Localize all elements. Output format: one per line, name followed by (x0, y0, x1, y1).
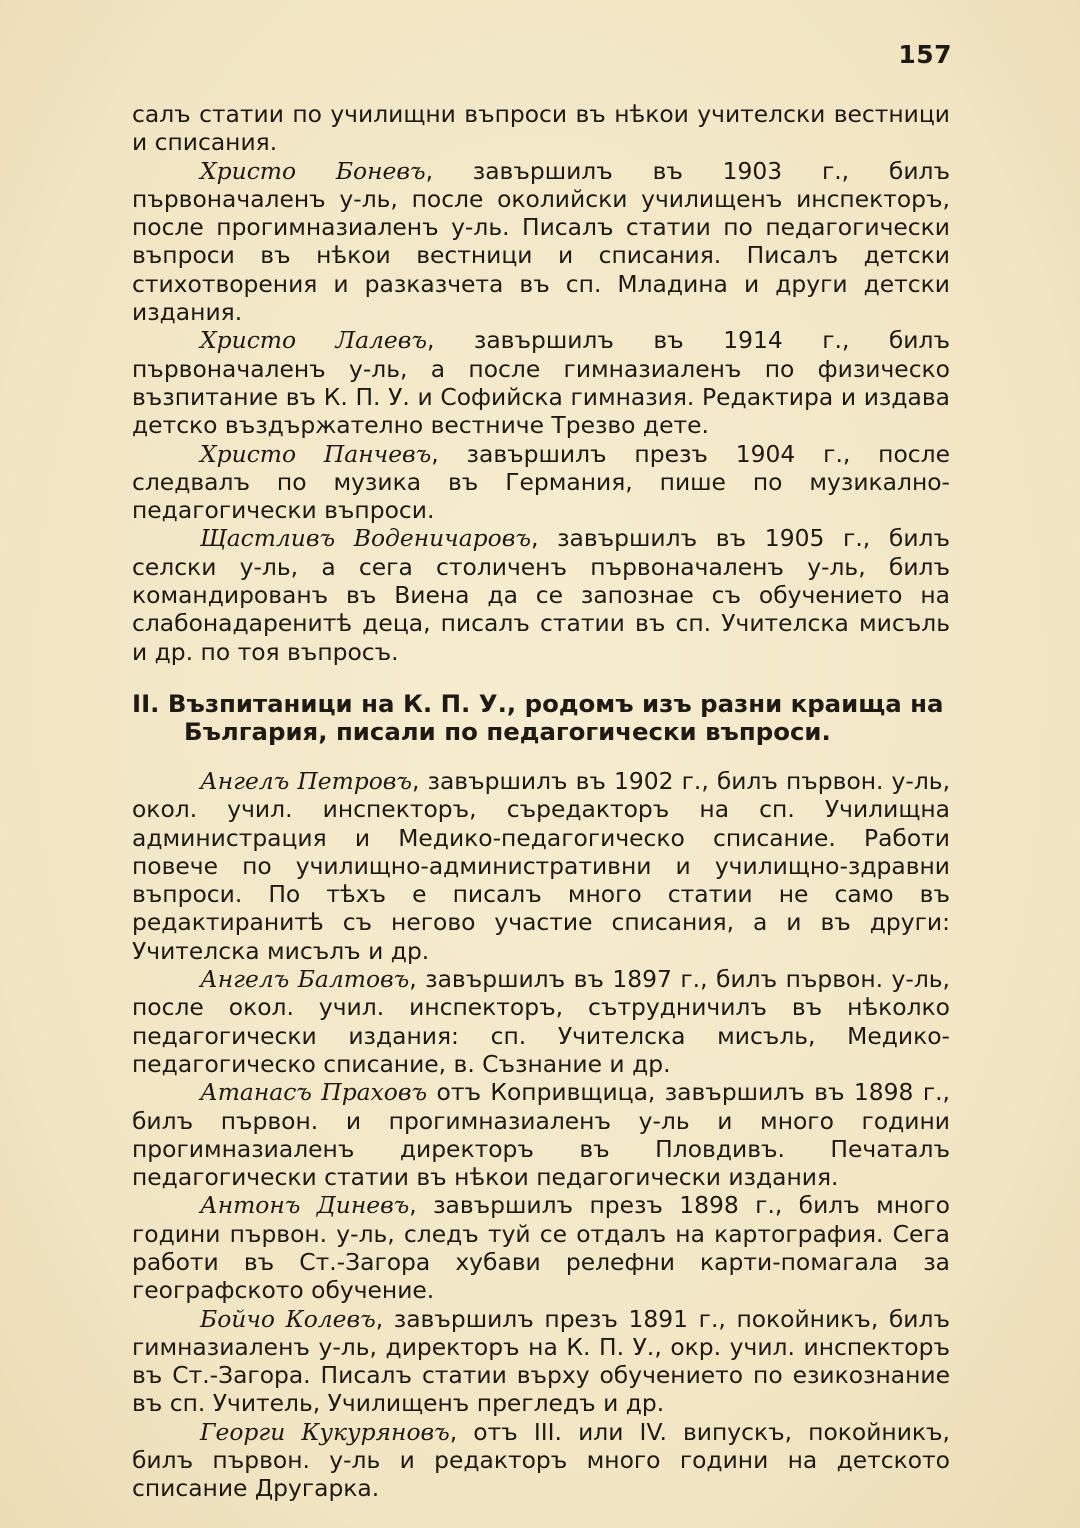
section-two-entries (132, 767, 950, 1503)
entry-shtastliv-vodenicharov (132, 524, 950, 665)
entry-name: Антонъ Диневъ (200, 1191, 410, 1220)
entry-text: , завършилъ презъ 1904 г., после следвалъ по музика въ Германия, пише по музикално-педагогически въпроси. (132, 439, 950, 525)
entry-anton-dinev (132, 1191, 950, 1304)
entry-name: Христо Панчевъ (200, 439, 432, 468)
entry-name: Атанасъ Праховъ (200, 1078, 428, 1107)
entry-hristo-panchev (132, 440, 950, 525)
entry-text: , завършилъ въ 1903 г., билъ първоначаленъ у-ль, после околийски училищенъ инспекторъ, после прогимназиаленъ у-ль. Писалъ статии по педагогически въпроси въ нѣкои вестници и списания. Писалъ детски стихотворения и разказчета въ сп. Младина и други детски издания. (132, 156, 950, 327)
entry-text: , завършилъ въ 1897 г., билъ първон. у-ль, после окол. учил. инспекторъ, сътрудничилъ въ нѣколко педагогически издания: сп. Учителска мисъль, Медико-педагогическо списание, в. Съзнание и др. (132, 965, 950, 1078)
page-number: 157 (898, 40, 952, 69)
entry-name: Георги Кукуряновъ (200, 1417, 450, 1446)
page-text (132, 100, 950, 1503)
entry-text: , завършилъ презъ 1891 г., покойникъ, билъ гимназиаленъ у-ль, директоръ на К. П. У., окр. учил. инспекторъ въ Ст.-Загора. Писалъ статии върху обучението по езикознание въ сп. Учитель, Училищенъ прегледъ и др. (132, 1304, 950, 1418)
entry-text: отъ Копривщица, завършилъ въ 1898 г., билъ първон. и прогимназиаленъ у-ль и много години прогимназиаленъ директоръ въ Пловдивъ. Печаталъ педагогически статии въ нѣкои педагогически издания. (132, 1078, 950, 1192)
entry-name: Христо Боневъ (200, 156, 426, 185)
entry-angel-petrov (132, 767, 950, 965)
entry-atanas-prahov (132, 1078, 950, 1191)
entry-boycho-kolev (132, 1305, 950, 1418)
entry-georgi-kukuryanov (132, 1418, 950, 1503)
entry-text: , завършилъ въ 1902 г., билъ първон. у-ль, окол. учил. инспекторъ, съредакторъ на сп. Училищна администрация и Медико-педагогическо списание. Работи повече по училищно-административни и училищно-здравни въпроси. По тѣхъ е писалъ много статии не само въ редактиранитѣ съ негово участие списания, а и въ други: Учителска мисълъ и др. (132, 766, 951, 965)
entry-name: Щастливъ Воденичаровъ (200, 524, 531, 553)
entry-name: Бойчо Колевъ (200, 1304, 376, 1333)
entry-angel-baltov (132, 965, 950, 1078)
entry-text: , завършилъ презъ 1898 г., билъ много години първон. у-ль, следъ туй се отдалъ на картография. Сега работи въ Ст.-Загора хубави релефни карти-помагала за географското обучение. (132, 1191, 950, 1305)
entry-text: , завършилъ въ 1914 г., билъ първоначаленъ у-ль, а после гимназиаленъ по физическо възпитание въ К. П. У. и Софийска гимназия. Редактира и издава детско въздържателно вестниче Трезво дете. (132, 326, 950, 440)
entry-hristo-lalev (132, 326, 950, 439)
entry-text: , завършилъ въ 1905 г., билъ селски у-ль, а сега столиченъ първоначаленъ у-ль, билъ командированъ въ Виена да се запознае съ обучението на слабонадаренитѣ деца, писалъ статии въ сп. Учителска мисъль и др. по тоя въпросъ. (132, 524, 950, 666)
entry-name: Ангелъ Петровъ (200, 766, 413, 795)
entry-hristo-bonev (132, 157, 950, 327)
entry-name: Ангелъ Балтовъ (200, 965, 410, 994)
entry-text: , отъ III. или IV. випускъ, покойникъ, билъ първон. у-ль и редакторъ много години на детското списание Другарка. (132, 1417, 950, 1503)
section-heading: II. Възпитаници на К. П. У., родомъ изъ разни краища на България, писали по педагогически въпроси. (132, 688, 944, 747)
entry-name: Христо Лалевъ (200, 326, 427, 355)
intro-paragraph: салъ статии по училищни въпроси въ нѣкои учителски вестници и списания. (132, 100, 950, 157)
